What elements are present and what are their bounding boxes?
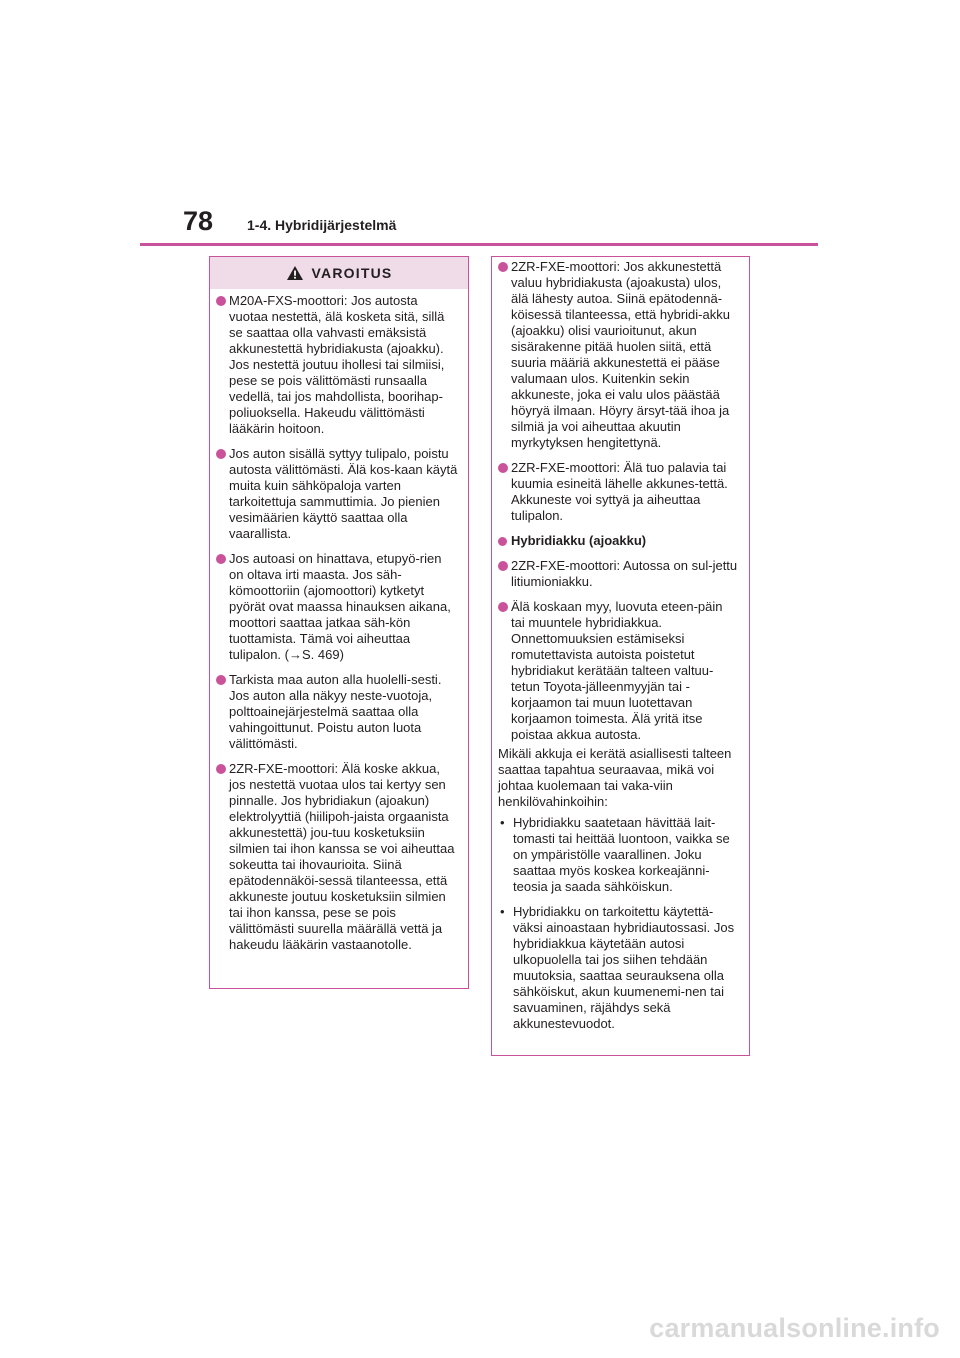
list-item-text: Älä koskaan myy, luovuta eteen-päin tai muuntele hybridiakkua. Onnettomuuksien estämiseksi romutettavista autoista poistetut hybridiakut kerätään talteen valtuu-tetun Toyota-jälleenmyyjän tai -korjaamon tai muun luotettavan korjaamon toimesta. Älä yritä itse poistaa akkua autosta. bbox=[511, 599, 723, 742]
list-item-text: M20A-FXS-moottori: Jos autosta vuotaa nestettä, älä kosketa sitä, sillä se saattaa olla vahvasti emäksistä akkunestettä hybridiakusta (ajoakku). Jos nestettä joutuu ihollesi tai silmiisi, pese se pois välittömästi runsaalla vedellä, tai jos mahdollista, boorihap-poliuoksella. Hakeudu välittömästi lääkärin hoitoon. bbox=[229, 293, 445, 436]
square-bullet-icon bbox=[498, 536, 511, 546]
bullet-icon bbox=[216, 296, 229, 306]
warning-label: VAROITUS bbox=[311, 265, 393, 281]
bullet-icon bbox=[216, 554, 229, 564]
list-item-text: 2ZR-FXE-moottori: Älä koske akkua, jos nestettä vuotaa ulos tai kertyy sen pinnalle. Jos hybridiakun (ajoakun) elektrolyyttiä (hiilipoh-jaista orgaanista akkunestettä) jou-tuu kosketuksiin silmien tai ihon kanssa se voi aiheuttaa sokeutta tai ihovaurioita. Siinä epätodennäköi-sessä tilanteessa, että akkuneste joutuu kosketuksiin silmien tai ihon kanssa, pese se pois välittömästi suurella määrällä vettä ja hakeudu lääkärin vastaanotolle. bbox=[229, 761, 455, 952]
warning-box-right bbox=[491, 256, 750, 1056]
list-item bbox=[216, 551, 458, 663]
list-item bbox=[216, 293, 458, 437]
list-item-text: 2ZR-FXE-moottori: Älä tuo palavia tai kuumia esineitä lähelle akkunes-tettä. Akkuneste voi syttyä ja aiheuttaa tulipalon. bbox=[511, 460, 728, 523]
list-item bbox=[498, 460, 739, 524]
dot-bullet: • bbox=[500, 815, 505, 830]
watermark: carmanualsonline.info bbox=[649, 1313, 940, 1343]
bullet-icon bbox=[216, 449, 229, 459]
bullet-icon bbox=[498, 463, 511, 473]
list-item-text: Jos autoasi on hinattava, etupyö-rien on oltava irti maasta. Jos säh-kömoottoriin (ajomoottori) kytketyt pyörät ovat maassa hinauksen aikana, moottori saattaa jatkaa säh-kön tuottamista. Tämä voi aiheuttaa tulipalon. (→S. 469) bbox=[229, 551, 451, 662]
subsection-heading-row bbox=[498, 533, 739, 549]
list-item-text: 2ZR-FXE-moottori: Autossa on sul-jettu litiumioniakku. bbox=[511, 558, 738, 589]
subsection-heading: Hybridiakku (ajoakku) bbox=[511, 533, 647, 548]
list-item-text: Tarkista maa auton alla huolelli-sesti. Jos auton alla näkyy neste-vuotoja, polttoainejärjestelmä saattaa olla vahingoittunut. Poistu auton luota välittömästi. bbox=[229, 672, 442, 751]
list-item bbox=[216, 672, 458, 752]
warning-triangle-icon bbox=[286, 265, 304, 281]
dot-bullet: • bbox=[500, 904, 505, 919]
page-number: 78 bbox=[183, 206, 214, 236]
dot-list-item-text: Hybridiakku saatetaan hävittää lait-tomasti tai heittää luontoon, vaikka se on ympäristölle vaarallinen. Joku saattaa myös koskea korkeajänni-teosia ja saada sähköiskun. bbox=[513, 815, 730, 894]
list-item bbox=[498, 259, 739, 451]
header-rule bbox=[140, 243, 818, 246]
dot-list-item-text: Hybridiakku on tarkoitettu käytettä-väksi ainoastaan hybridiautossasi. Jos hybridiakkua käytetään autosi ulkopuolella tai jos siihen tehdään muutoksia, saattaa seurauksena olla sähköiskut, akun kuumenemi-nen tai savuaminen, räjähdys sekä akkunestevuodot. bbox=[513, 904, 735, 1031]
bullet-icon bbox=[498, 262, 511, 272]
dot-list-item bbox=[498, 904, 739, 1032]
section-title: 1-4. Hybridijärjestelmä bbox=[247, 217, 397, 233]
list-item bbox=[498, 558, 739, 590]
consequence-paragraph: Mikäli akkuja ei kerätä asiallisesti talteen saattaa tapahtua seuraavaa, mikä voi johtaa kuolemaan tai vaka-viin henkilövahinkoihin: bbox=[498, 746, 732, 809]
warning-body-continued bbox=[492, 257, 749, 1047]
bullet-icon bbox=[216, 675, 229, 685]
warning-box-left bbox=[209, 256, 469, 989]
list-item bbox=[216, 761, 458, 953]
list-item-text: 2ZR-FXE-moottori: Jos akkunestettä valuu hybridiakusta (ajoakusta) ulos, älä lähesty autoa. Siinä epätodennä-köisessä tilanteessa, että hybridi-akku (ajoakku) olisi vaurioitunut, akun sisärakenne pitää huolen siitä, että suuria määriä akkunestettä ei pääse valumaan ulos. Kuitenkin sekin akkuneste, joka ei valu ulos päästää höyryä ilmaan. Höyry ärsyt-tää ihoa ja silmiä ja voi aiheuttaa akuutin myrkytyksen hengitettynä. bbox=[511, 259, 730, 450]
bullet-icon bbox=[498, 561, 511, 571]
warning-header bbox=[210, 257, 468, 289]
bullet-icon bbox=[498, 602, 511, 612]
dot-list-item bbox=[498, 815, 739, 895]
list-item bbox=[216, 446, 458, 542]
list-item bbox=[498, 599, 739, 743]
bullet-icon bbox=[216, 764, 229, 774]
warning-body bbox=[210, 289, 468, 968]
list-item-text: Jos auton sisällä syttyy tulipalo, poistu autosta välittömästi. Älä kos-kaan käytä muita kuin sähköpaloja varten tarkoitettuja sammuttimia. Jo pienien vesimäärien käyttö saattaa olla vaarallista. bbox=[229, 446, 458, 541]
